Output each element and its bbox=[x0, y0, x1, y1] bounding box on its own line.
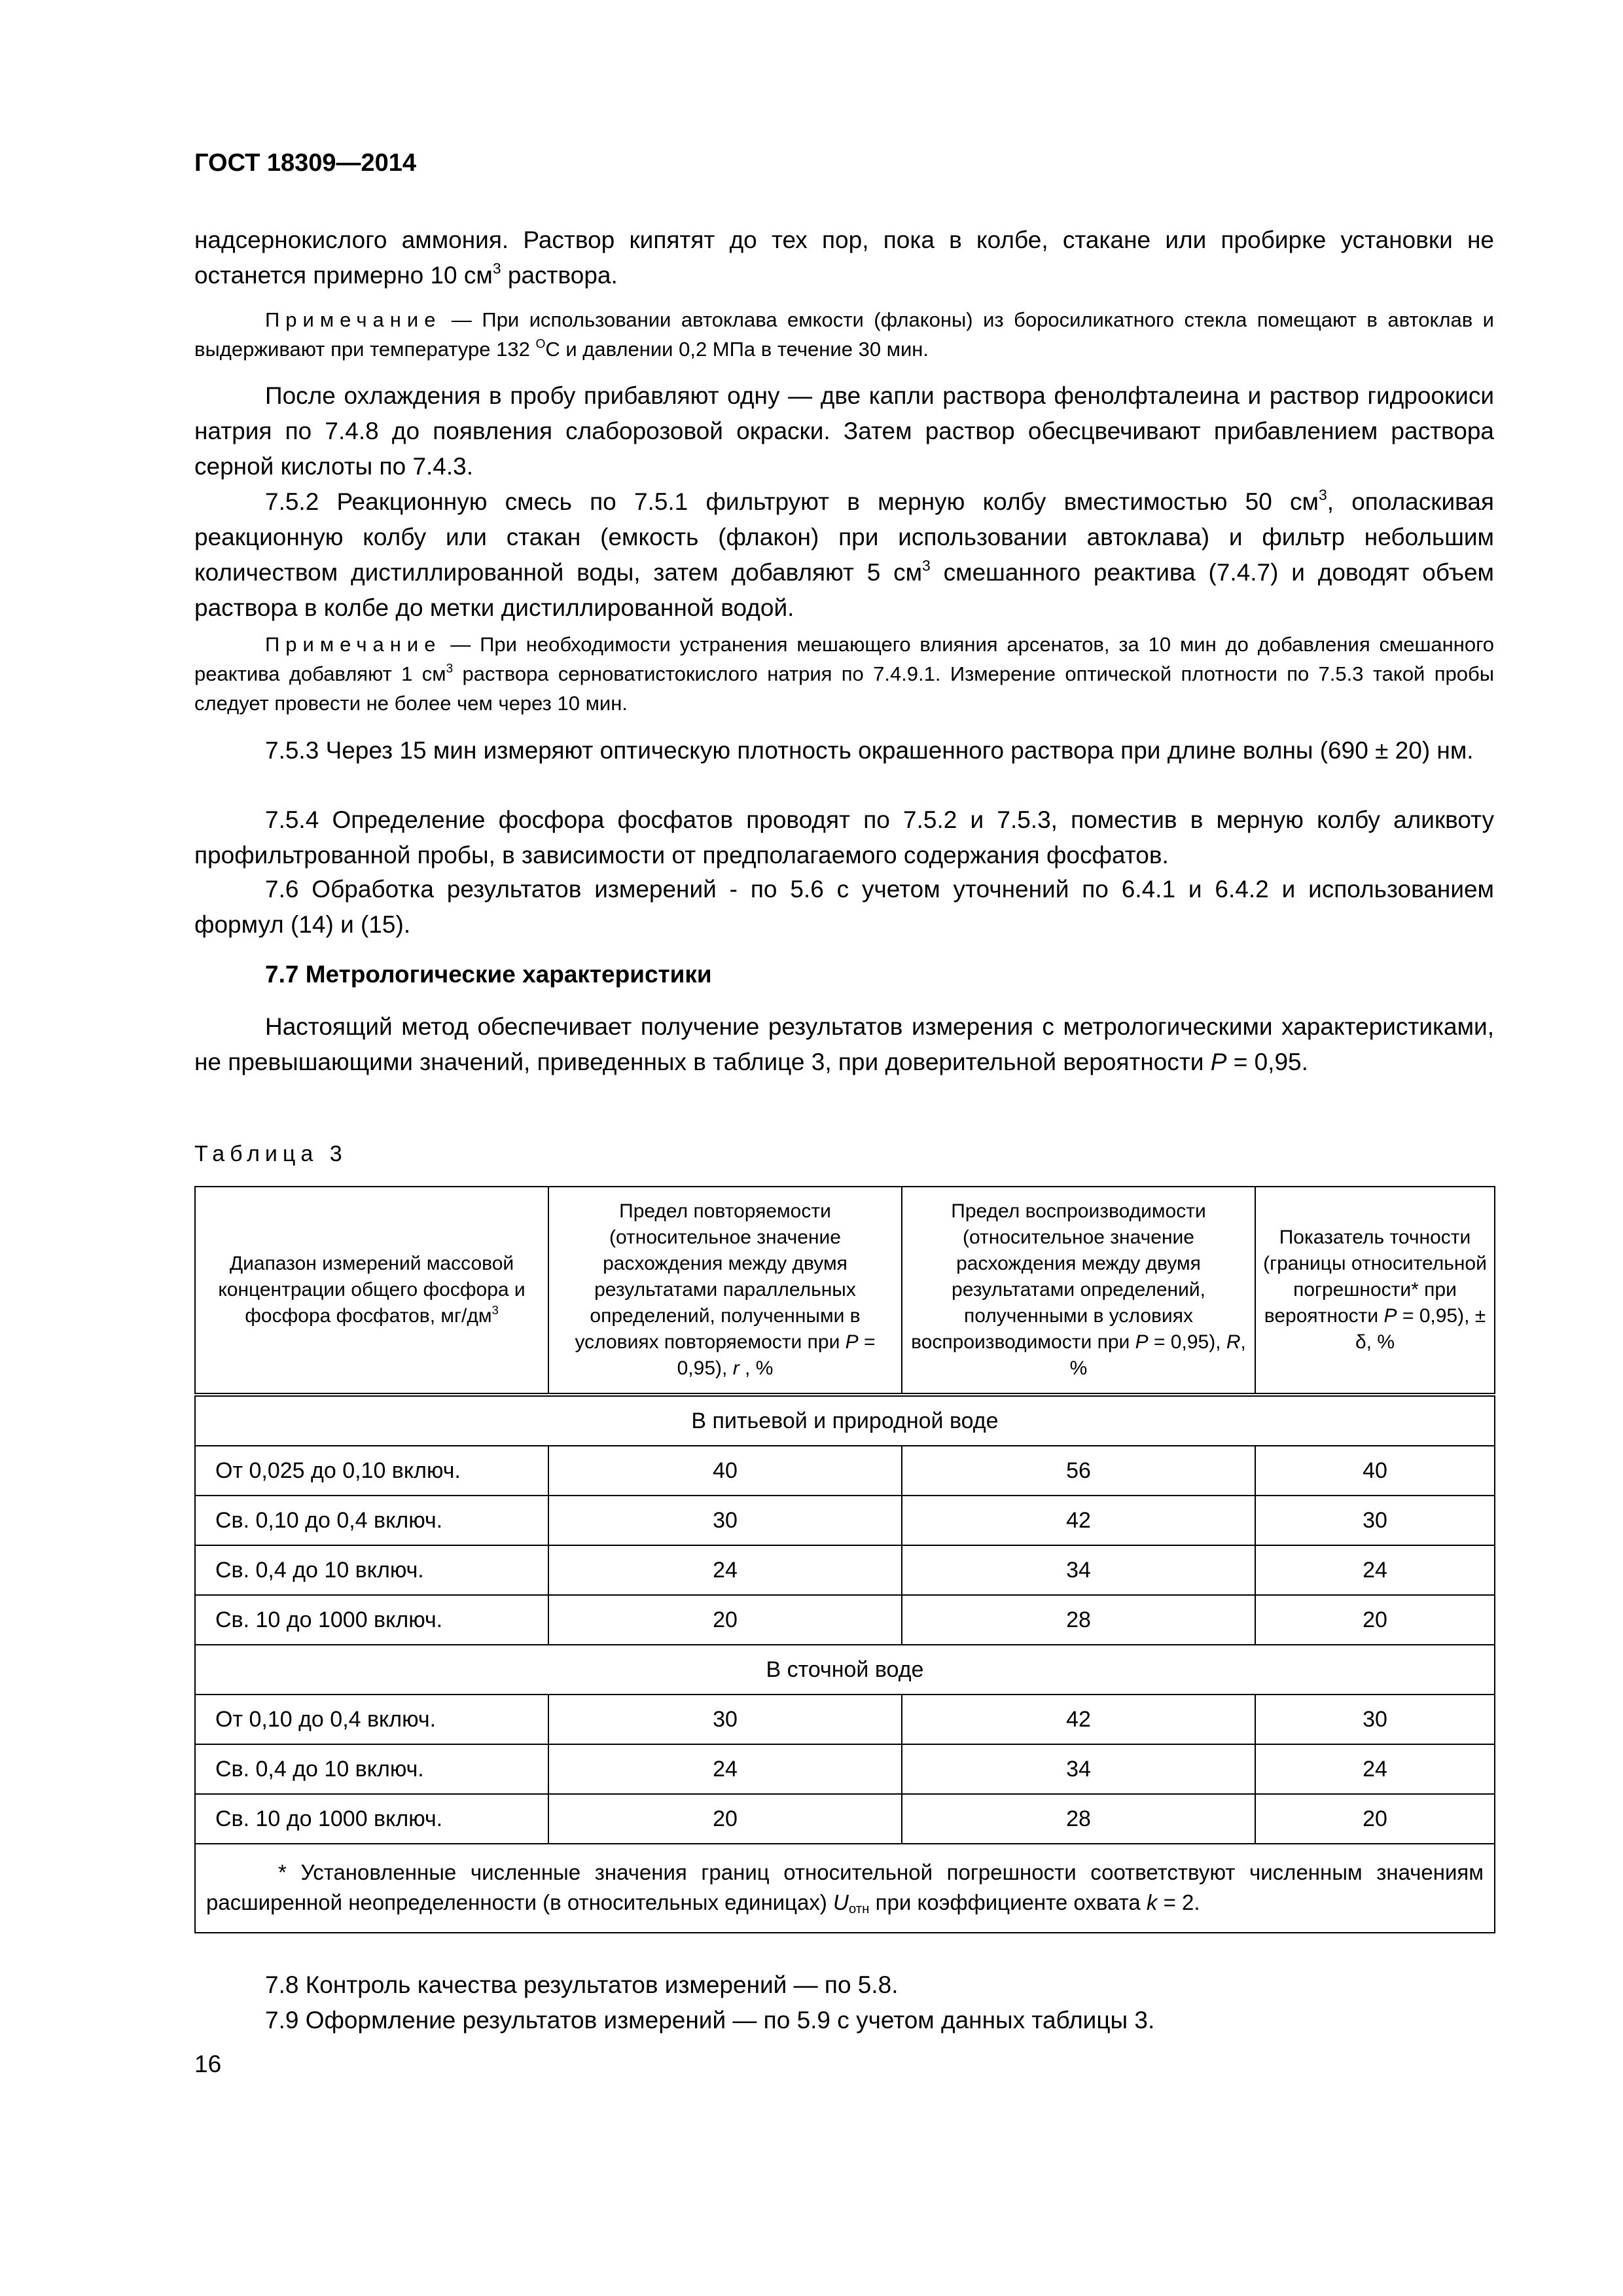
cell-R: 28 bbox=[902, 1794, 1255, 1844]
table-row bbox=[195, 1545, 1495, 1595]
paragraph-7-5-4: 7.5.4 Определение фосфора фосфатов проводят по 7.5.2 и 7.5.3, поместив в мерную колбу аликвоту профильтрованной пробы, в зависимости от предполагаемого содержания фосфатов. bbox=[194, 806, 1494, 869]
cell-range: От 0,10 до 0,4 включ. bbox=[195, 1695, 548, 1744]
table-header-row bbox=[195, 1187, 1495, 1395]
cell-r: 20 bbox=[548, 1794, 902, 1844]
table-section-row bbox=[195, 1645, 1495, 1695]
header-range: Диапазон измерений массовой концентрации общего фосфора и фосфора фосфатов, $мг/дм^3$ bbox=[195, 1187, 548, 1395]
cell-range: Св. 10 до 1000 включ. bbox=[195, 1595, 548, 1645]
cell-delta: 40 bbox=[1255, 1446, 1495, 1496]
paragraph-7-6: 7.6 Обработка результатов измерений - по 5.6 с учетом уточнений по 6.4.1 и 6.4.2 и использованием формул (14) и (15). bbox=[194, 876, 1494, 938]
cell-range: Св. 10 до 1000 включ. bbox=[195, 1794, 548, 1844]
cell-delta: 24 bbox=[1255, 1545, 1495, 1595]
cell-R: 34 bbox=[902, 1744, 1255, 1794]
note-label: Примечание bbox=[265, 633, 442, 656]
cell-r: 24 bbox=[548, 1545, 902, 1595]
note-autoclave: Примечание — При использовании автоклава емкости (флаконы) из боросиликатного стекла помещают в автоклав и выдерживают при температуре 132 $^О$С и давлении 0,2 МПа в течение 30 мин. bbox=[194, 308, 1494, 361]
table-footnote-row bbox=[195, 1844, 1495, 1933]
cell-range: Св. 0,4 до 10 включ. bbox=[195, 1545, 548, 1595]
cell-R: 56 bbox=[902, 1446, 1255, 1496]
table-row bbox=[195, 1496, 1495, 1545]
cell-delta: 20 bbox=[1255, 1595, 1495, 1645]
header-accuracy: Показатель точности (границы относительной погрешности* при вероятности Р = 0,95), ± δ, % bbox=[1255, 1187, 1495, 1395]
header-repeatability: Предел повторяемости (относительное значение расхождения между двумя результатами параллельных определений, полученными в условиях повторяемости при Р = 0,95), r , % bbox=[548, 1187, 902, 1395]
paragraph-7-5-2: 7.5.2 Реакционную смесь по 7.5.1 фильтруют в мерную колбу вместимостью 50 $см^3$, ополаскивая реакционную колбу или стакан (емкость (флакон) при использовании автоклава) и фильтр небольшим количеством дистиллированной воды, затем добавляют 5 $см^3$ смешанного реактива (7.4.7) и доводят объем раствора в колбе до метки дистиллированной водой. bbox=[194, 486, 1494, 621]
table-row bbox=[195, 1794, 1495, 1844]
cell-R: 42 bbox=[902, 1695, 1255, 1744]
paragraph-cooling: После охлаждения в пробу прибавляют одну — две капли раствора фенолфталеина и раствор гидроокиси натрия по 7.4.8 до появления слаборозовой окраски. Затем раствор обесцвечивают прибавлением раствора серной кислоты по 7.4.3. bbox=[194, 382, 1494, 480]
section-waste-water: В сточной воде bbox=[195, 1645, 1495, 1695]
document-header: ГОСТ 18309—2014 bbox=[194, 149, 417, 177]
cell-delta: 30 bbox=[1255, 1695, 1495, 1744]
table-row bbox=[195, 1695, 1495, 1744]
cell-delta: 24 bbox=[1255, 1744, 1495, 1794]
cell-range: Св. 0,10 до 0,4 включ. bbox=[195, 1496, 548, 1545]
table-section-row bbox=[195, 1395, 1495, 1446]
table-row bbox=[195, 1744, 1495, 1794]
cell-delta: 30 bbox=[1255, 1496, 1495, 1545]
cell-R: 28 bbox=[902, 1595, 1255, 1645]
note-arsenates: Примечание — При необходимости устранения мешающего влияния арсенатов, за 10 мин до добавления смешанного реактива добавляют 1 $см^3$ раствора серноватистокислого натрия по 7.4.9.1. Измерение оптической плотности по 7.5.3 такой пробы следует провести не более чем через 10 мин. bbox=[194, 633, 1494, 715]
cell-r: 30 bbox=[548, 1695, 902, 1744]
page-number: 16 bbox=[194, 2051, 222, 2077]
paragraph-7-7: Настоящий метод обеспечивает получение результатов измерения с метрологическими характеристиками, не превышающими значений, приведенных в таблице 3, при доверительной вероятности Р = 0,95. bbox=[194, 1013, 1494, 1075]
paragraph-continuation: надсернокислого аммония. Раствор кипятят до тех пор, пока в колбе, стакане или пробирке установки не останется примерно 10 $см^3$ раствора. bbox=[194, 226, 1494, 289]
section-title: 7.7 Метрологические характеристики bbox=[265, 961, 712, 988]
cell-r: 30 bbox=[548, 1496, 902, 1545]
cell-r: 24 bbox=[548, 1744, 902, 1794]
cell-delta: 20 bbox=[1255, 1794, 1495, 1844]
note-label: Примечание bbox=[265, 308, 442, 331]
metrology-table bbox=[194, 1186, 1495, 1933]
table-footnote: * Установленные численные значения границ относительной погрешности соответствуют численным значениям расширенной неопределенности (в относительных единицах) $U_{отн}$ при коэффициенте охвата k = 2. bbox=[195, 1844, 1495, 1933]
section-drinking-water: В питьевой и природной воде bbox=[195, 1395, 1495, 1446]
cell-r: 40 bbox=[548, 1446, 902, 1496]
paragraph-7-5-3: 7.5.3 Через 15 мин измеряют оптическую плотность окрашенного раствора при длине волны (690 ± 20) нм. bbox=[265, 737, 1474, 764]
header-reproducibility: Предел воспроизводимости (относительное значение расхождения между двумя результатами определений, полученными в условиях воспроизводимости при Р = 0,95), R, % bbox=[902, 1187, 1255, 1395]
table-row bbox=[195, 1595, 1495, 1645]
paragraph-7-9: 7.9 Оформление результатов измерений — по 5.9 с учетом данных таблицы 3. bbox=[265, 2007, 1155, 2034]
cell-r: 20 bbox=[548, 1595, 902, 1645]
table-caption: Таблица 3 bbox=[194, 1141, 348, 1166]
cell-R: 42 bbox=[902, 1496, 1255, 1545]
cell-range: От 0,025 до 0,10 включ. bbox=[195, 1446, 548, 1496]
cell-range: Св. 0,4 до 10 включ. bbox=[195, 1744, 548, 1794]
table-row bbox=[195, 1446, 1495, 1496]
paragraph-7-8: 7.8 Контроль качества результатов измерений — по 5.8. bbox=[265, 1971, 899, 1998]
cell-R: 34 bbox=[902, 1545, 1255, 1595]
